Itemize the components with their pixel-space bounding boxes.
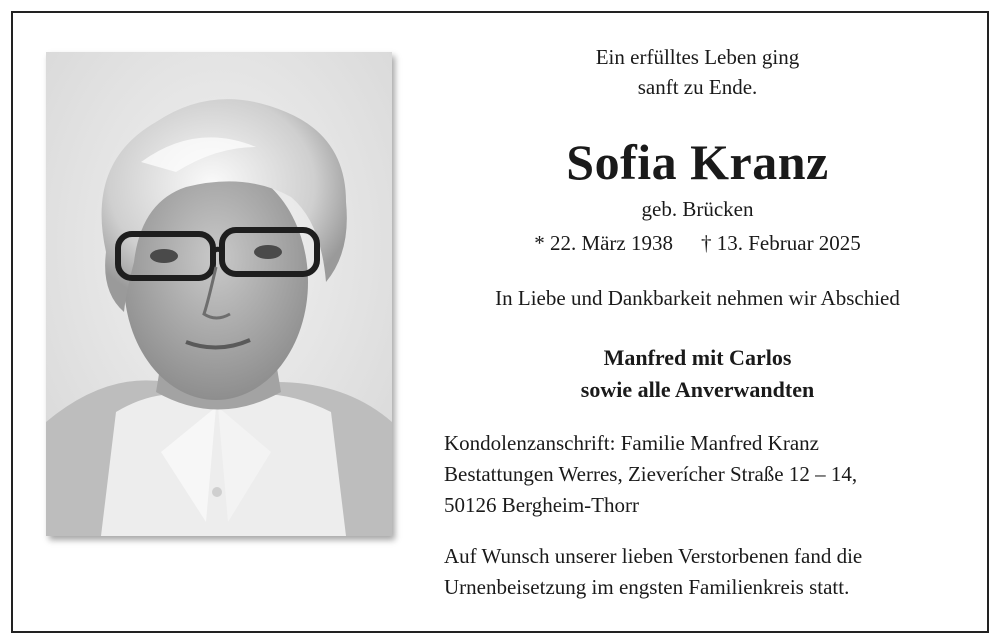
death-date: † 13. Februar 2025 xyxy=(701,231,861,255)
address-line-2: Bestattungen Werres, Zieverícher Straße 12 – 14, xyxy=(444,462,858,486)
note-line-2: Urnenbeisetzung im engsten Familienkreis statt. xyxy=(444,575,850,599)
portrait-photo xyxy=(46,52,392,536)
mourners-line-1: Manfred mit Carlos xyxy=(603,345,792,370)
address-line-1: Kondolenzanschrift: Familie Manfred Kranz xyxy=(444,431,819,455)
life-dates xyxy=(440,228,955,258)
birth-date: * 22. März 1938 xyxy=(534,231,673,255)
intro-line-1: Ein erfülltes Leben ging xyxy=(595,45,800,69)
burial-note xyxy=(444,541,964,603)
intro-line-2: sanft zu Ende. xyxy=(637,75,758,99)
intro-text xyxy=(440,42,955,102)
note-line-1: Auf Wunsch unserer lieben Verstorbenen fand die xyxy=(444,544,863,568)
address-line-3: 50126 Bergheim-Thorr xyxy=(444,493,639,517)
birth-name: geb. Brücken xyxy=(641,197,754,221)
mourners-line-2: sowie alle Anverwandten xyxy=(580,377,815,402)
deceased-name: Sofia Kranz xyxy=(566,134,829,190)
farewell-text: In Liebe und Dankbarkeit nehmen wir Abschied xyxy=(495,286,900,310)
mourners-block xyxy=(440,342,955,406)
condolence-address xyxy=(444,428,964,521)
